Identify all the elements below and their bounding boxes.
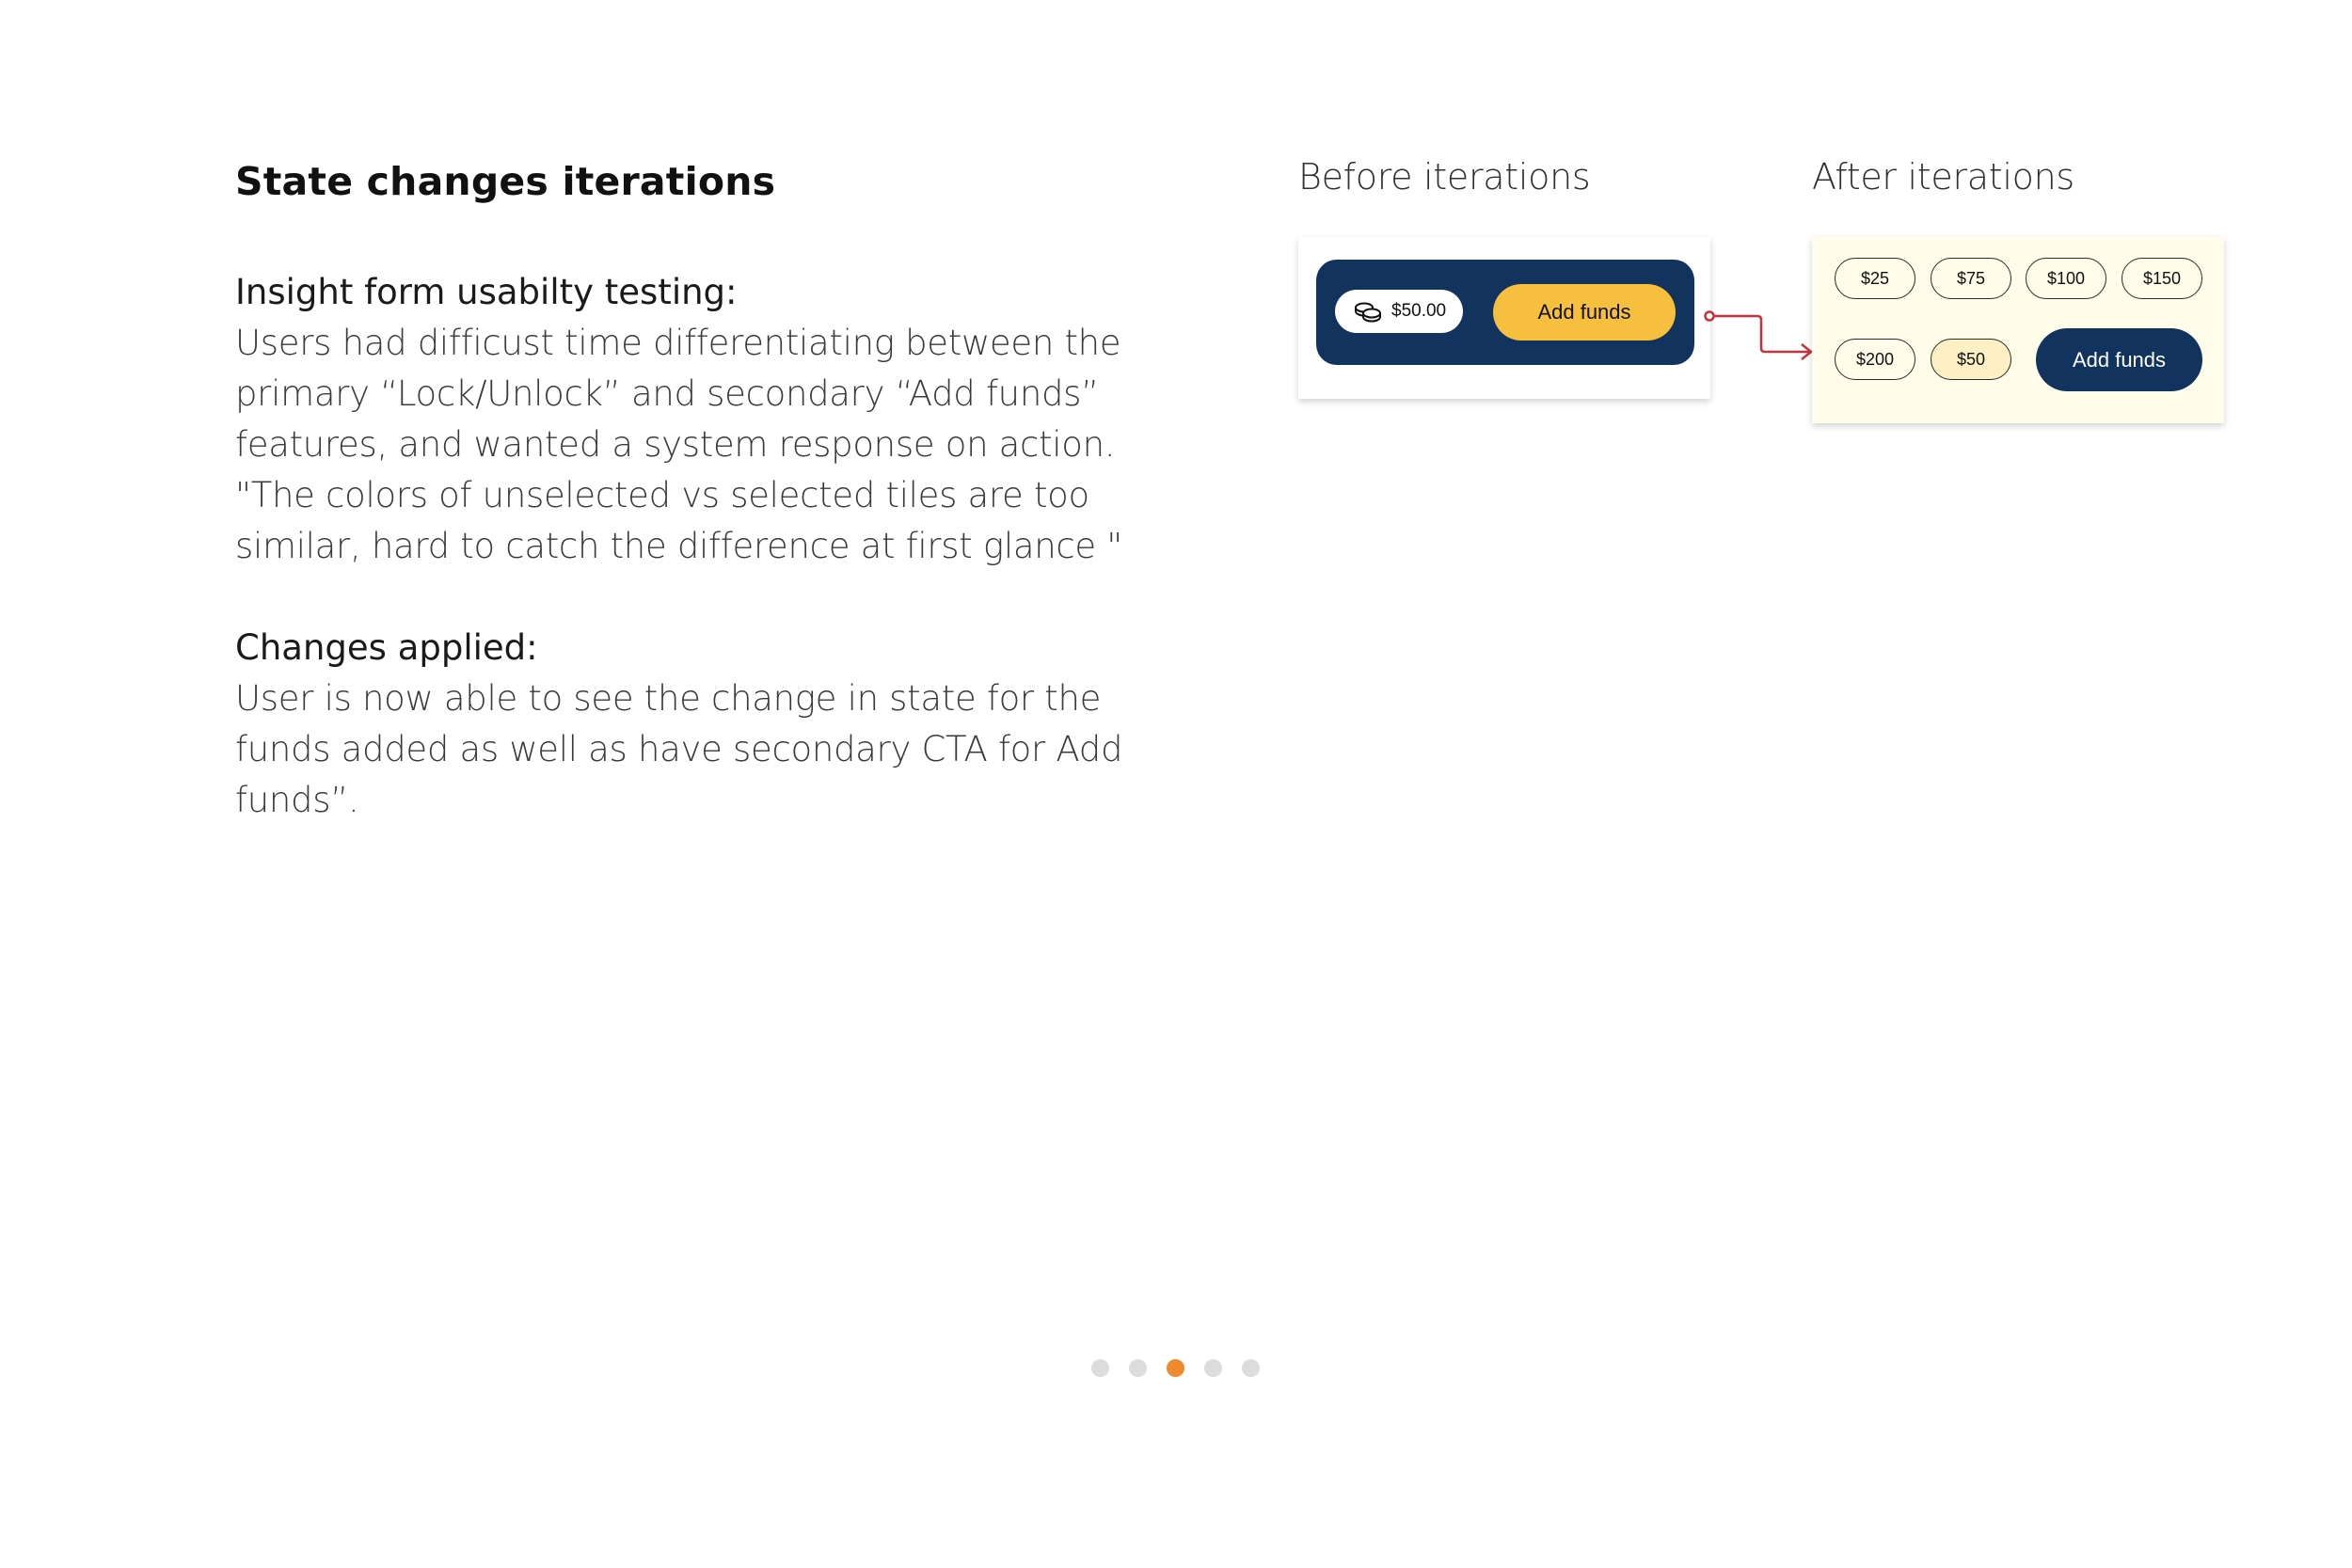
changes-body: User is now able to see the change in state for the funds added as well as have secondary CTA for Add funds”. <box>235 678 1123 820</box>
amount-pill-150[interactable]: $150 <box>2122 258 2202 299</box>
balance-amount: $50.00 <box>1391 301 1447 321</box>
amount-pill-100[interactable]: $100 <box>2026 258 2106 299</box>
insight-body: Users had difficust time differentiating between the primary “Lock/Unlock” and secondary “Add funds” features, and wanted a system response on action. "The colors of unselected vs selected tiles are too similar, hard to catch the difference at first glance " <box>235 323 1123 566</box>
pagination-dots <box>1091 1359 1260 1377</box>
amount-pill-75[interactable]: $75 <box>1931 258 2011 299</box>
insight-section <box>235 267 1176 572</box>
after-add-funds-button[interactable]: Add funds <box>2036 328 2202 391</box>
amount-pill-200[interactable]: $200 <box>1835 339 1915 380</box>
after-card <box>1812 237 2224 423</box>
text-column <box>235 150 1176 826</box>
before-card <box>1298 237 1710 399</box>
page-title: State changes iterations <box>235 159 776 204</box>
insight-heading: Insight form usabilty testing: <box>235 272 738 312</box>
amount-pill-25[interactable]: $25 <box>1835 258 1915 299</box>
before-add-funds-button[interactable]: Add funds <box>1493 284 1676 341</box>
coins-icon <box>1354 300 1382 323</box>
connector-arrow-icon <box>1703 301 1820 367</box>
amount-pill-50-selected[interactable]: $50 <box>1931 339 2011 380</box>
pagination-dot-4[interactable] <box>1204 1359 1222 1377</box>
after-label: After iterations <box>1812 156 2074 198</box>
pagination-dot-1[interactable] <box>1091 1359 1109 1377</box>
balance-pill <box>1335 290 1463 333</box>
before-funds-bar <box>1316 260 1694 365</box>
pagination-dot-2[interactable] <box>1129 1359 1147 1377</box>
before-label: Before iterations <box>1298 156 1591 198</box>
changes-heading: Changes applied: <box>235 627 538 668</box>
pagination-dot-3-active[interactable] <box>1167 1359 1184 1377</box>
pagination-dot-5[interactable] <box>1242 1359 1260 1377</box>
changes-section <box>235 623 1176 826</box>
